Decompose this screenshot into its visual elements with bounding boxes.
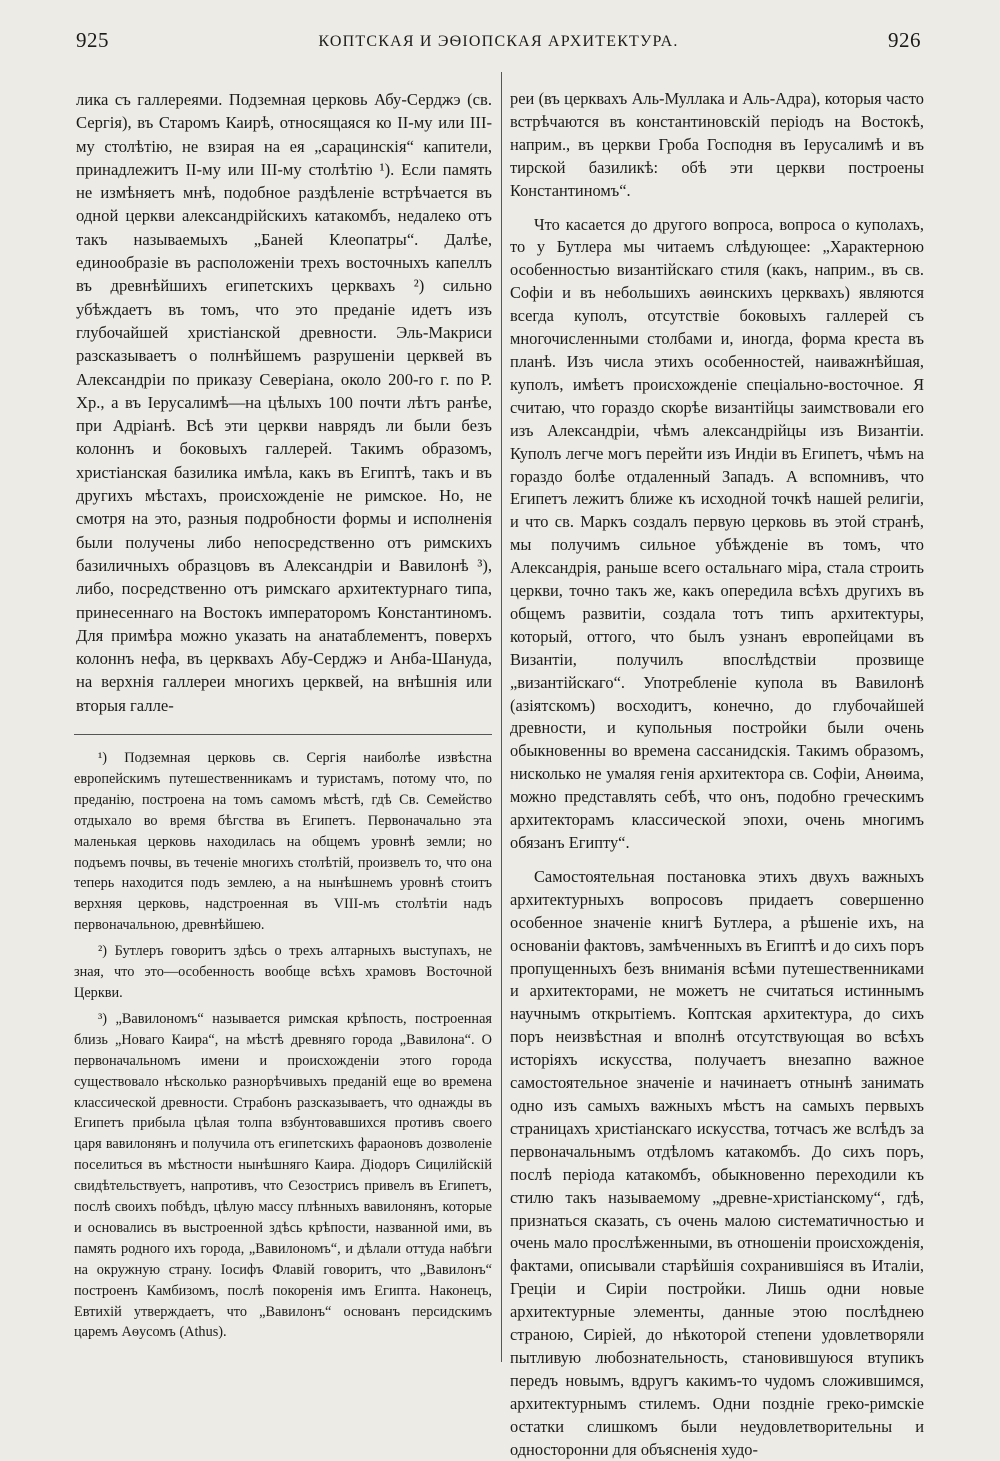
left-main-text: лика съ галлереями. Подземная церковь Абу-Серджэ (св. Сергія), въ Старомъ Каирѣ, относящаяся ко II-му или III-му столѣтію, не взирая на ея „сарацинскія“ капители, принадлежитъ II-му или III-му столѣтію ¹). Если память не измѣняетъ мнѣ, подобное раздѣленіе встрѣчается въ одной церкви александрійскихъ катакомбъ, недалеко отъ такъ называемыхъ „Баней Клеопатры“. Далѣе, единообразіе въ расположеніи трехъ восточныхъ капеллъ въ древнѣйшихъ египетскихъ церквахъ ²) сильно убѣждаетъ въ томъ, что это преданіе идетъ изъ глубочайшей христіанской древности. Эль-Макриси разсказываетъ о полнѣйшемъ разрушеніи церквей въ Александріи по приказу Северіана, около 200-го г. по Р. Хр., а въ Іерусалимѣ—на цѣлыхъ 100 почти лѣтъ ранѣе, при Адріанѣ. Всѣ эти церкви наврядъ ли были безъ колоннъ и боковыхъ галлерей. Такимъ образомъ, христіанская базилика имѣла, какъ въ Египтѣ, такъ и въ другихъ мѣстахъ, происхожденіе не римское. Но, не смотря на это, разныя подробности формы и исполненія были получены либо непосредственно отъ римскихъ базиличныхъ образцовъ въ Александріи и Вавилонѣ ³), либо, посредственно отъ римскаго архитектурнаго типа, принесеннаго на Востокъ императоромъ Константиномъ. Для примѣра можно указать на анатаблементъ, поверхъ колоннъ нефа, въ церквахъ Абу-Серджэ и Анба-Шануда, на верхнія галлереи многихъ церквей, на внѣшнія или вторыя галле- bbox=[76, 90, 492, 715]
left-page-number: 925 bbox=[76, 28, 109, 52]
footnote-rule bbox=[74, 734, 492, 735]
running-title: КОПТСКАЯ И ЭѲІОПСКАЯ АРХИТЕКТУРА. bbox=[318, 33, 679, 50]
right-paragraph-3: Самостоятельная постановка этихъ двухъ важныхъ архитектурныхъ вопросовъ придаетъ совершенно особенное значеніе книгѣ Бутлера, а рѣшеніе ихъ, на основаніи фактовъ, замѣченныхъ въ Египтѣ и до сихъ поръ пропущенныхъ безъ вниманія всѣми путешественниками и архитекторами, не можетъ не считаться истиннымъ научнымъ открытіемъ. Коптская архитектура, до сихъ поръ неизвѣстная и вполнѣ отсутствующая во всѣхъ исторіяхъ искусства, получаетъ внезапно важное самостоятельное значеніе и начинаетъ отнынѣ занимать одно изъ самыхъ важныхъ мѣстъ на самыхъ первыхъ страницахъ христіанскаго искусства, тотчасъ же вслѣдъ за первоначальнымъ отдѣломъ катакомбъ. До сихъ поръ, послѣ періода катакомбъ, обыкновенно переходили къ стилю такъ называемому „древне-христіанскому“, гдѣ, признаться сказать, съ очень малою систематичностью и очень мало прослѣженными, въ отношеніи происхожденія, фактами, описывали старѣйшія сохранившіяся въ Италіи, Греціи и Сиріи постройки. Лишь одни новые архитектурные элементы, данные этою послѣднею страною, Сиріей, до нѣкоторой степени удовлетворяли пытливую любознательность, становившуюся втупикъ передъ новымъ, вдругъ какимъ-то чудомъ сложившимся, архитектурнымъ стилемъ. Одни поздніе греко-римскіе остатки слишкомъ были неудовлетворительны и односторонни для объясненія худо- bbox=[510, 866, 924, 1459]
right-paragraph-1: реи (въ церквахъ Аль-Муллака и Аль-Адра), которыя часто встрѣчаются въ константиновскій періодъ на Востокѣ, наприм., въ церкви Гроба Господня въ Іерусалимѣ и въ тирской базиликѣ: обѣ эти церкви построены Константиномъ“. bbox=[510, 89, 924, 200]
right-paragraph-2: Что касается до другого вопроса, вопроса о куполахъ, то у Бутлера мы читаемъ слѣдующее: „Характерною особенностью византійскаго стиля (какъ, наприм., въ св. Софіи и въ небольшихъ аѳинскихъ церквахъ) являются всегда куполъ, отсутствіе боковыхъ галлерей съ многочисленными столбами и, иногда, форма креста въ планѣ. Изъ числа этихъ особенностей, наиважнѣйшая, куполъ, имѣетъ происхожденіе спеціально-восточное. Я считаю, что гораздо скорѣе византійцы заимствовали его изъ Александріи, чѣмъ александрійцы изъ Византіи. Куполъ легче могъ перейти изъ Индіи въ Египетъ, чѣмъ на гораздо болѣе отдаленный Западъ. А вспомнивъ, что Египетъ лежитъ ближе къ исходной точкѣ нашей религіи, и что св. Маркъ создалъ первую церковь въ этой странѣ, мы получимъ сильное убѣжденіе въ томъ, что Александрія, раньше всего остальнаго міра, стала строить церкви, точно такъ же, какъ опередила всѣхъ другихъ въ общемъ развитіи, создала тотъ типъ архитектуры, который, оттого, что былъ узнанъ европейцами въ Византіи, получилъ впослѣдствіи прозвище „византійскаго“. Употребленіе купола въ Вавилонѣ (азіятскомъ) восходитъ, конечно, до глубочайшей древности, и купольныя постройки были очень обыкновенны во времена сассанидскія. Такимъ образомъ, нисколько не умаляя генія архитектора св. Софіи, Анѳима, можно представлять себѣ, что онъ, подобно греческимъ архитекторамъ классической эпохи, очень многимъ обязанъ Египту“. bbox=[510, 214, 924, 852]
right-page-number: 926 bbox=[888, 28, 921, 52]
footnote-2: ²) Бутлеръ говоритъ здѣсь о трехъ алтарныхъ выступахъ, не зная, что это—особенность вообще всѣхъ храмовъ Восточной Церкви. bbox=[74, 943, 492, 1001]
running-header bbox=[76, 28, 921, 62]
footnote-1: ¹) Подземная церковь св. Сергія наиболѣе извѣстна европейскимъ путешественникамъ и туристамъ, потому что, по преданію, построена на томъ самомъ мѣстѣ, гдѣ Св. Семейство отдыхало во время бѣгства въ Египетъ. Первоначально эта маленькая церковь находилась на общемъ уровнѣ земли; но подъемъ почвы, въ теченіе многихъ столѣтій, произвелъ то, что она теперь находится подъ землею, а на нынѣшнемъ уровнѣ стоитъ верхняя церковь, надстроенная въ VIII-мъ столѣтіи надъ первоначальною, древнѣйшею. bbox=[74, 750, 492, 934]
right-column bbox=[510, 88, 924, 1461]
left-column bbox=[74, 88, 492, 1343]
footnote-3: ³) „Вавилономъ“ называется римская крѣпость, построенная близь „Новаго Каира“, на мѣстѣ древняго города „Вавилона“. О первоначальномъ имени и происхожденіи этого города существовало нѣсколько разнорѣчивыхъ преданій еще во времена классической древности. Страбонъ разсказываетъ, что однажды въ Египетъ прибыла цѣлая толпа взбунтовавшихся противъ своего царя вавилонянъ и получила отъ египетскихъ фараоновъ дозволеніе поселиться въ мѣстности нынѣшняго Каира. Діодоръ Сицилійскій свидѣтельствуетъ, напротивъ, что Сезострисъ привелъ въ Египетъ, послѣ своихъ побѣдъ, цѣлую массу плѣнныхъ вавилонянъ, которые и основались въ выстроенной здѣсь крѣпости, названной ими, въ память родного ихъ города, „Вавилономъ“, и дѣлали оттуда набѣги на окружную страну. Іосифъ Флавій говоритъ, что „Вавилонъ“ построенъ Камбизомъ, послѣ покоренія имъ Египта. Наконецъ, Евтихій утверждаетъ, что „Вавилонъ“ основанъ персидскимъ царемъ Аѳусомъ (Athus). bbox=[74, 1010, 492, 1341]
column-divider bbox=[501, 72, 502, 1362]
